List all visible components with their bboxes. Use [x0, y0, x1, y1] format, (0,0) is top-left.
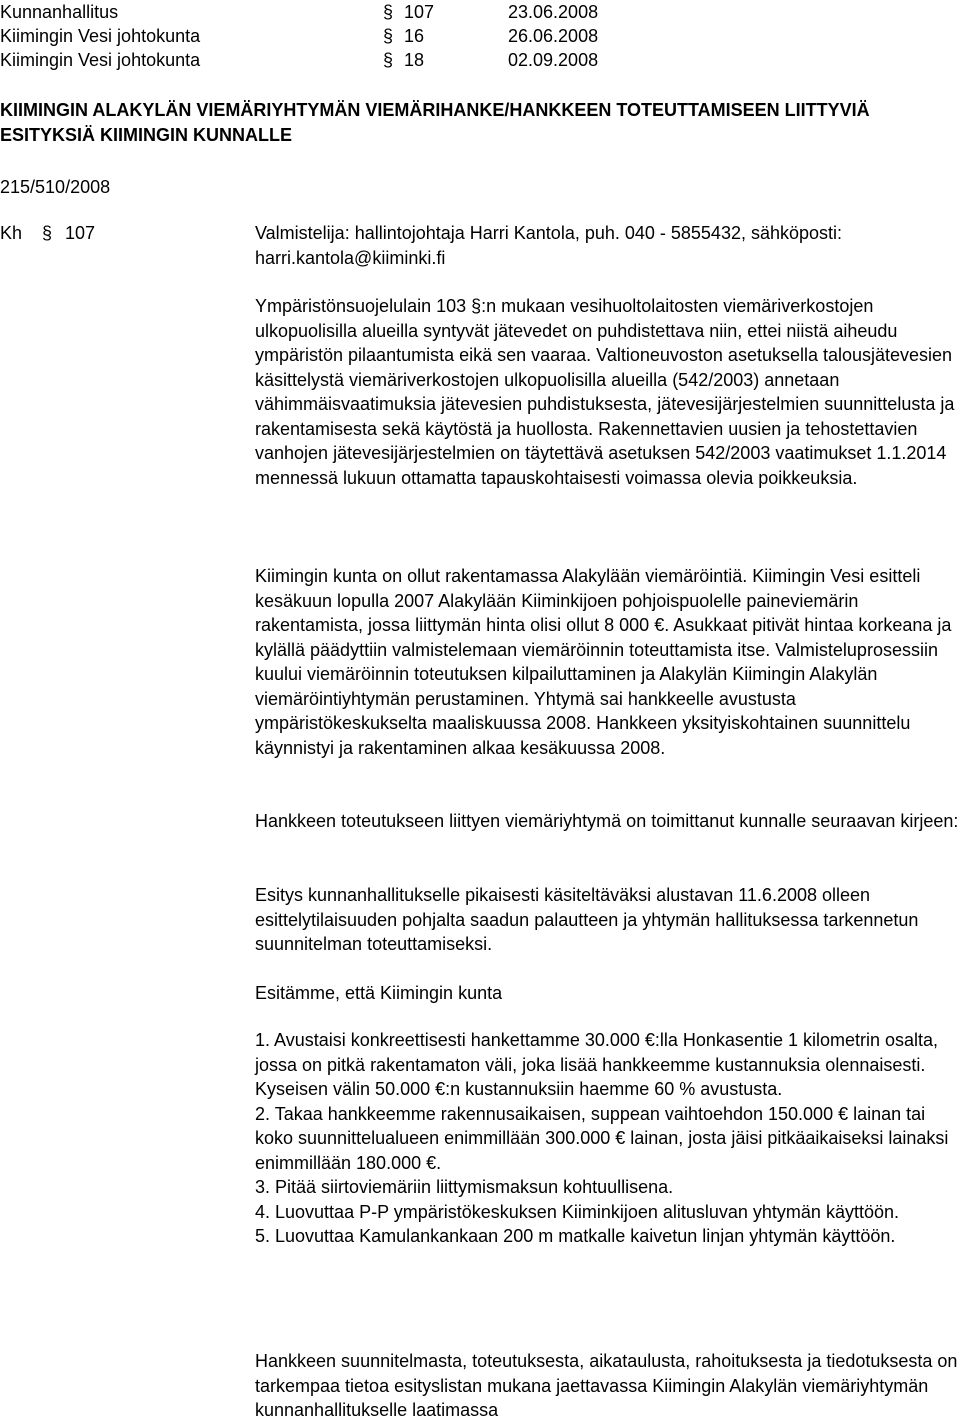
paragraph-proposal: Esitys kunnanhallitukselle pikaisesti käsiteltäväksi alustavan 11.6.2008 olleen esittelytilaisuuden pohjalta saadun palautteen ja yhtymän hallituksessa tarkennetun suunnitelman toteuttamiseksi. — [255, 885, 919, 954]
section-sign: § — [42, 223, 53, 243]
kh-number: 107 — [65, 223, 96, 243]
meta-organ: Kunnanhallitus — [0, 2, 119, 22]
kh-label: Kh — [0, 223, 23, 243]
section-sign: § — [383, 2, 394, 22]
document-number: 215/510/2008 — [0, 177, 111, 197]
meta-number: 107 — [404, 2, 435, 22]
paragraph-request-intro: Esitämme, että Kiimingin kunta — [255, 983, 503, 1003]
meta-organ: Kiimingin Vesi johtokunta — [0, 26, 201, 46]
list-item: 4. Luovuttaa P-P ympäristökeskuksen Kiiminkijoen alitusluvan yhtymän käyttöön. — [255, 1201, 899, 1222]
paragraph-letter-intro: Hankkeen toteutukseen liittyen viemäriyhtymä on toimittanut kunnalle seuraavan kirjeen: — [255, 811, 959, 831]
paragraph-closing: Hankkeen suunnitelmasta, toteutuksesta, aikataulusta, rahoituksesta ja tiedotuksesta on tarkempaa tietoa esityslistan mukana jaettavassa Kiimingin Alakylän viemäriyhtymän kunnanhallitukselle laatimassa — [255, 1351, 958, 1420]
paragraph-background: Kiimingin kunta on ollut rakentamassa Alakylään viemäröintiä. Kiimingin Vesi esitteli kesäkuun lopulla 2007 Alakylään Kiiminkijoen pohjoispuolelle paineviemärin rakentamista, jossa liittymän hinta olisi ollut 8 000 €. Asukkaat pitivät hintaa korkeana ja kylällä päädyttiin valmistelemaan viemäröinnin toteuttamista itse. Valmisteluprosessiin kuului viemäröinnin toteutuksen kilpailuttaminen ja Alakylän Kiimingin Alakylän viemäröintiyhtymän perustaminen. Yhtymä sai hankkeelle avustusta ympäristökeskukselta maaliskuussa 2008. Hankkeen yksityiskohtainen suunnittelu käynnistyi ja rakentaminen alkaa kesäkuussa 2008. — [255, 566, 952, 758]
section-sign: § — [383, 26, 394, 46]
paragraph-legislation: Ympäristönsuojelulain 103 §:n mukaan vesihuoltolaitosten viemäriverkostojen ulkopuolisilla alueilla syntyvät jätevedet on puhdistettava niin, ettei niistä aiheudu ympäristön pilaantumista eikä sen vaaraa. Valtioneuvoston asetuksella talousjätevesien käsittelystä viemäriverkostojen ulkopuolisilla alueilla (542/2003) annetaan vähimmäisvaatimuksia jätevesien puhdistuksesta, jätevesijärjestelmien suunnittelusta ja rakentamisesta sekä käytöstä ja huollosta. Rakennettavien uusien ja tehostettavien vanhojen jätevesijärjestelmien on täytettävä asetuksen 542/2003 vaatimukset 1.1.2014 mennessä lukuun ottamatta tapauskohtaisesti voimassa olevia poikkeuksia. — [255, 296, 955, 488]
meta-number: 16 — [404, 26, 425, 46]
meta-row — [0, 24, 960, 48]
meta-row — [0, 48, 960, 72]
meta-row — [0, 0, 960, 24]
list-item: 3. Pitää siirtoviemäriin liittymismaksun kohtuullisena. — [255, 1177, 674, 1197]
request-list — [255, 1028, 960, 1249]
list-item: 1. Avustaisi konkreettisesti hankettamme 30.000 €:lla Honkasentie 1 kilometrin osalta, jossa on pitkä rakentamaton väli, joka lisää hankkeemme kustannuksia olennaisesti. Kyseisen välin 50.000 €:n kustannuksiin haemme 60 % avustusta. — [255, 1030, 939, 1099]
meta-organ: Kiimingin Vesi johtokunta — [0, 50, 201, 70]
meta-date: 26.06.2008 — [508, 26, 599, 46]
meta-date: 23.06.2008 — [508, 2, 599, 22]
preparer-info: Valmistelija: hallintojohtaja Harri Kantola, puh. 040 - 5855432, sähköposti: harri.kantola@kiiminki.fi — [255, 223, 843, 268]
list-item: 2. Takaa hankkeemme rakennusaikaisen, suppean vaihtoehdon 150.000 € lainan tai koko suunnittelualueen enimmillään 300.000 € lainan, josta jäisi pitkäaikaiseksi lainaksi enimmillään 180.000 €. — [255, 1103, 949, 1173]
meta-number: 18 — [404, 50, 425, 70]
meta-date: 02.09.2008 — [508, 50, 599, 70]
document-title: KIIMINGIN ALAKYLÄN VIEMÄRIYHTYMÄN VIEMÄRIHANKE/HANKKEEN TOTEUTTAMISEEN LIITTYVIÄ ESITYKSIÄ KIIMINGIN KUNNALLE — [0, 100, 870, 145]
list-item: 5. Luovuttaa Kamulankankaan 200 m matkalle kaivetun linjan yhtymän käyttöön. — [255, 1226, 896, 1246]
section-sign: § — [383, 50, 394, 70]
